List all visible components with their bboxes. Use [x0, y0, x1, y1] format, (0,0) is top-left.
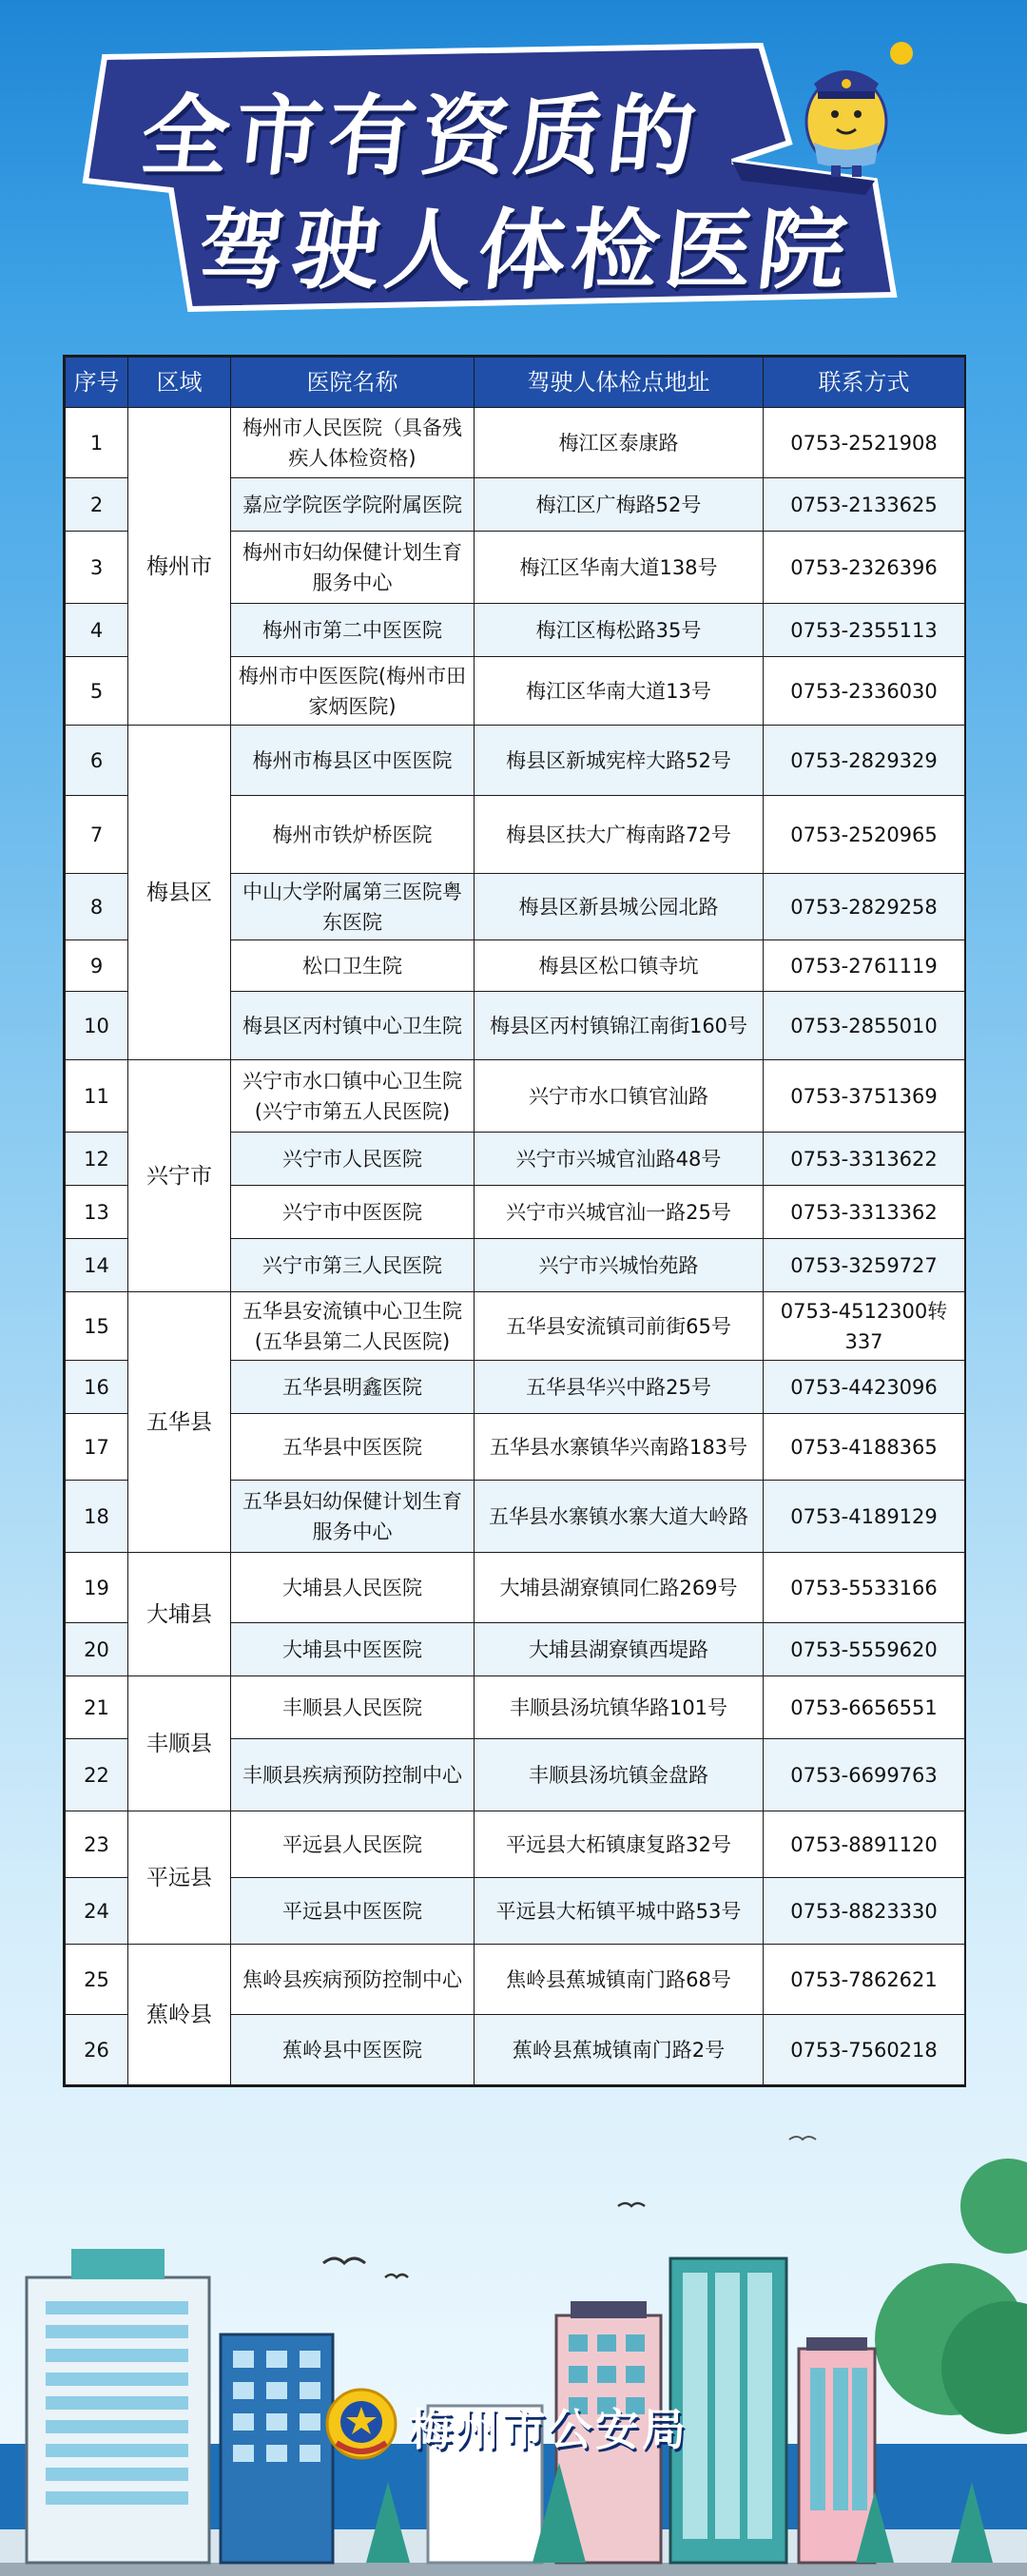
- organization-name: 梅州市公安局: [409, 2404, 688, 2455]
- cell-index: 9: [66, 940, 128, 992]
- table-row: [66, 408, 965, 478]
- footer-organization: [323, 2382, 723, 2468]
- cell-index: 26: [66, 2015, 128, 2085]
- cell-region: 平远县: [128, 1811, 231, 1945]
- cell-hospital-name: 丰顺县人民医院: [231, 1676, 475, 1739]
- cell-index: 12: [66, 1133, 128, 1186]
- cell-address: 五华县水寨镇水寨大道大岭路: [475, 1481, 764, 1553]
- cell-hospital-name: 兴宁市中医医院: [231, 1186, 475, 1239]
- cell-region: 五华县: [128, 1292, 231, 1553]
- cell-index: 3: [66, 532, 128, 604]
- bird-icon: [618, 2203, 645, 2206]
- cell-address: 五华县华兴中路25号: [475, 1361, 764, 1414]
- cell-contact: 0753-4189129: [764, 1481, 965, 1553]
- cell-hospital-name: 兴宁市第三人民医院: [231, 1239, 475, 1292]
- sun-icon: [890, 42, 913, 65]
- cell-hospital-name: 梅州市铁炉桥医院: [231, 796, 475, 874]
- cell-hospital-name: 五华县安流镇中心卫生院(五华县第二人民医院): [231, 1292, 475, 1361]
- cell-address: 五华县水寨镇华兴南路183号: [475, 1414, 764, 1481]
- header-index: 序号: [66, 358, 128, 408]
- table-row: [66, 1945, 965, 2015]
- cell-hospital-name: 梅县区丙村镇中心卫生院: [231, 992, 475, 1060]
- cell-region: 大埔县: [128, 1553, 231, 1676]
- cell-hospital-name: 嘉应学院医学院附属医院: [231, 478, 475, 532]
- bird-icon: [789, 2137, 816, 2140]
- cell-hospital-name: 梅州市人民医院（具备残疾人体检资格): [231, 408, 475, 478]
- table-row: [66, 726, 965, 796]
- cell-contact: 0753-6656551: [764, 1676, 965, 1739]
- cell-hospital-name: 大埔县中医医院: [231, 1623, 475, 1676]
- cell-address: 平远县大柘镇康复路32号: [475, 1811, 764, 1878]
- police-badge-icon: [323, 2386, 399, 2462]
- cell-contact: 0753-3313622: [764, 1133, 965, 1186]
- cell-region: 蕉岭县: [128, 1945, 231, 2085]
- cell-address: 兴宁市兴城怡苑路: [475, 1239, 764, 1292]
- cell-address: 梅江区华南大道13号: [475, 657, 764, 726]
- cell-contact: 0753-2855010: [764, 992, 965, 1060]
- cell-index: 18: [66, 1481, 128, 1553]
- cell-address: 梅江区华南大道138号: [475, 532, 764, 604]
- hospital-table: [63, 355, 966, 2087]
- cell-hospital-name: 梅州市妇幼保健计划生育服务中心: [231, 532, 475, 604]
- cell-contact: 0753-2761119: [764, 940, 965, 992]
- cell-region: 丰顺县: [128, 1676, 231, 1811]
- cell-index: 25: [66, 1945, 128, 2015]
- cell-index: 7: [66, 796, 128, 874]
- cell-address: 丰顺县汤坑镇华路101号: [475, 1676, 764, 1739]
- cell-hospital-name: 兴宁市水口镇中心卫生院(兴宁市第五人民医院): [231, 1060, 475, 1133]
- cell-address: 梅县区新县城公园北路: [475, 874, 764, 940]
- table-row: [66, 1553, 965, 1623]
- cell-index: 15: [66, 1292, 128, 1361]
- title-line-2: 驾驶人体检医院: [193, 200, 857, 301]
- cell-contact: 0753-2829329: [764, 726, 965, 796]
- cell-contact: 0753-3751369: [764, 1060, 965, 1133]
- title-line-1: 全市有资质的: [136, 86, 707, 187]
- cell-index: 2: [66, 478, 128, 532]
- cell-address: 梅江区梅松路35号: [475, 604, 764, 657]
- cell-contact: 0753-5559620: [764, 1623, 965, 1676]
- header-hospital-name: 医院名称: [231, 358, 475, 408]
- cell-hospital-name: 平远县人民医院: [231, 1811, 475, 1878]
- table-row: [66, 1060, 965, 1133]
- city-skyline-illustration: [0, 2130, 1027, 2576]
- cell-contact: 0753-8891120: [764, 1811, 965, 1878]
- cell-address: 梅江区广梅路52号: [475, 478, 764, 532]
- cell-hospital-name: 兴宁市人民医院: [231, 1133, 475, 1186]
- header-contact: 联系方式: [764, 358, 965, 408]
- cell-contact: 0753-2336030: [764, 657, 965, 726]
- cell-contact: 0753-7560218: [764, 2015, 965, 2085]
- cell-hospital-name: 五华县明鑫医院: [231, 1361, 475, 1414]
- cell-address: 兴宁市水口镇官汕路: [475, 1060, 764, 1133]
- cell-index: 8: [66, 874, 128, 940]
- cell-address: 蕉岭县蕉城镇南门路2号: [475, 2015, 764, 2085]
- cell-index: 20: [66, 1623, 128, 1676]
- cell-index: 14: [66, 1239, 128, 1292]
- cell-address: 平远县大柘镇平城中路53号: [475, 1878, 764, 1945]
- cell-hospital-name: 梅州市第二中医医院: [231, 604, 475, 657]
- cell-address: 大埔县湖寮镇西堤路: [475, 1623, 764, 1676]
- cell-hospital-name: 梅州市梅县区中医医院: [231, 726, 475, 796]
- cell-contact: 0753-4188365: [764, 1414, 965, 1481]
- cell-index: 19: [66, 1553, 128, 1623]
- table-header-row: [66, 358, 965, 408]
- cell-index: 21: [66, 1676, 128, 1739]
- cell-hospital-name: 五华县妇幼保健计划生育服务中心: [231, 1481, 475, 1553]
- cell-hospital-name: 梅州市中医医院(梅州市田家炳医院): [231, 657, 475, 726]
- cell-index: 13: [66, 1186, 128, 1239]
- cell-hospital-name: 松口卫生院: [231, 940, 475, 992]
- cell-index: 4: [66, 604, 128, 657]
- cell-index: 11: [66, 1060, 128, 1133]
- cell-contact: 0753-5533166: [764, 1553, 965, 1623]
- cell-region: 梅州市: [128, 408, 231, 726]
- cell-contact: 0753-2521908: [764, 408, 965, 478]
- mascot-egg-officer: [780, 38, 922, 181]
- cell-index: 17: [66, 1414, 128, 1481]
- cell-hospital-name: 大埔县人民医院: [231, 1553, 475, 1623]
- cell-address: 梅江区泰康路: [475, 408, 764, 478]
- cell-hospital-name: 平远县中医医院: [231, 1878, 475, 1945]
- cell-hospital-name: 中山大学附属第三医院粤东医院: [231, 874, 475, 940]
- cell-address: 梅县区扶大广梅南路72号: [475, 796, 764, 874]
- cell-contact: 0753-2829258: [764, 874, 965, 940]
- cell-region: 兴宁市: [128, 1060, 231, 1292]
- table-row: [66, 1811, 965, 1878]
- bird-icon: [385, 2275, 408, 2277]
- cell-index: 1: [66, 408, 128, 478]
- cell-contact: 0753-8823330: [764, 1878, 965, 1945]
- cell-index: 16: [66, 1361, 128, 1414]
- bird-icon: [323, 2258, 365, 2263]
- cell-hospital-name: 丰顺县疾病预防控制中心: [231, 1739, 475, 1811]
- cell-hospital-name: 蕉岭县中医医院: [231, 2015, 475, 2085]
- cell-index: 22: [66, 1739, 128, 1811]
- cell-contact: 0753-2520965: [764, 796, 965, 874]
- cell-address: 丰顺县汤坑镇金盘路: [475, 1739, 764, 1811]
- cell-contact: 0753-6699763: [764, 1739, 965, 1811]
- cell-address: 五华县安流镇司前街65号: [475, 1292, 764, 1361]
- cell-address: 大埔县湖寮镇同仁路269号: [475, 1553, 764, 1623]
- header-address: 驾驶人体检点地址: [475, 358, 764, 408]
- cell-contact: 0753-2326396: [764, 532, 965, 604]
- cell-contact: 0753-7862621: [764, 1945, 965, 2015]
- cell-hospital-name: 五华县中医医院: [231, 1414, 475, 1481]
- cell-hospital-name: 焦岭县疾病预防控制中心: [231, 1945, 475, 2015]
- cell-address: 梅县区丙村镇锦江南街160号: [475, 992, 764, 1060]
- cell-contact: 0753-3313362: [764, 1186, 965, 1239]
- cell-contact: 0753-3259727: [764, 1239, 965, 1292]
- cell-address: 兴宁市兴城官汕路48号: [475, 1133, 764, 1186]
- cell-contact: 0753-2133625: [764, 478, 965, 532]
- cell-address: 梅县区新城宪梓大路52号: [475, 726, 764, 796]
- cell-index: 24: [66, 1878, 128, 1945]
- cell-contact: 0753-2355113: [764, 604, 965, 657]
- cell-address: 兴宁市兴城官汕一路25号: [475, 1186, 764, 1239]
- cell-region: 梅县区: [128, 726, 231, 1060]
- table-row: [66, 1292, 965, 1361]
- cell-index: 10: [66, 992, 128, 1060]
- cell-index: 5: [66, 657, 128, 726]
- cell-contact: 0753-4423096: [764, 1361, 965, 1414]
- table-row: [66, 1676, 965, 1739]
- cell-address: 梅县区松口镇寺坑: [475, 940, 764, 992]
- cell-index: 6: [66, 726, 128, 796]
- cell-index: 23: [66, 1811, 128, 1878]
- header-region: 区域: [128, 358, 231, 408]
- cell-contact: 0753-4512300转337: [764, 1292, 965, 1361]
- cell-address: 焦岭县蕉城镇南门路68号: [475, 1945, 764, 2015]
